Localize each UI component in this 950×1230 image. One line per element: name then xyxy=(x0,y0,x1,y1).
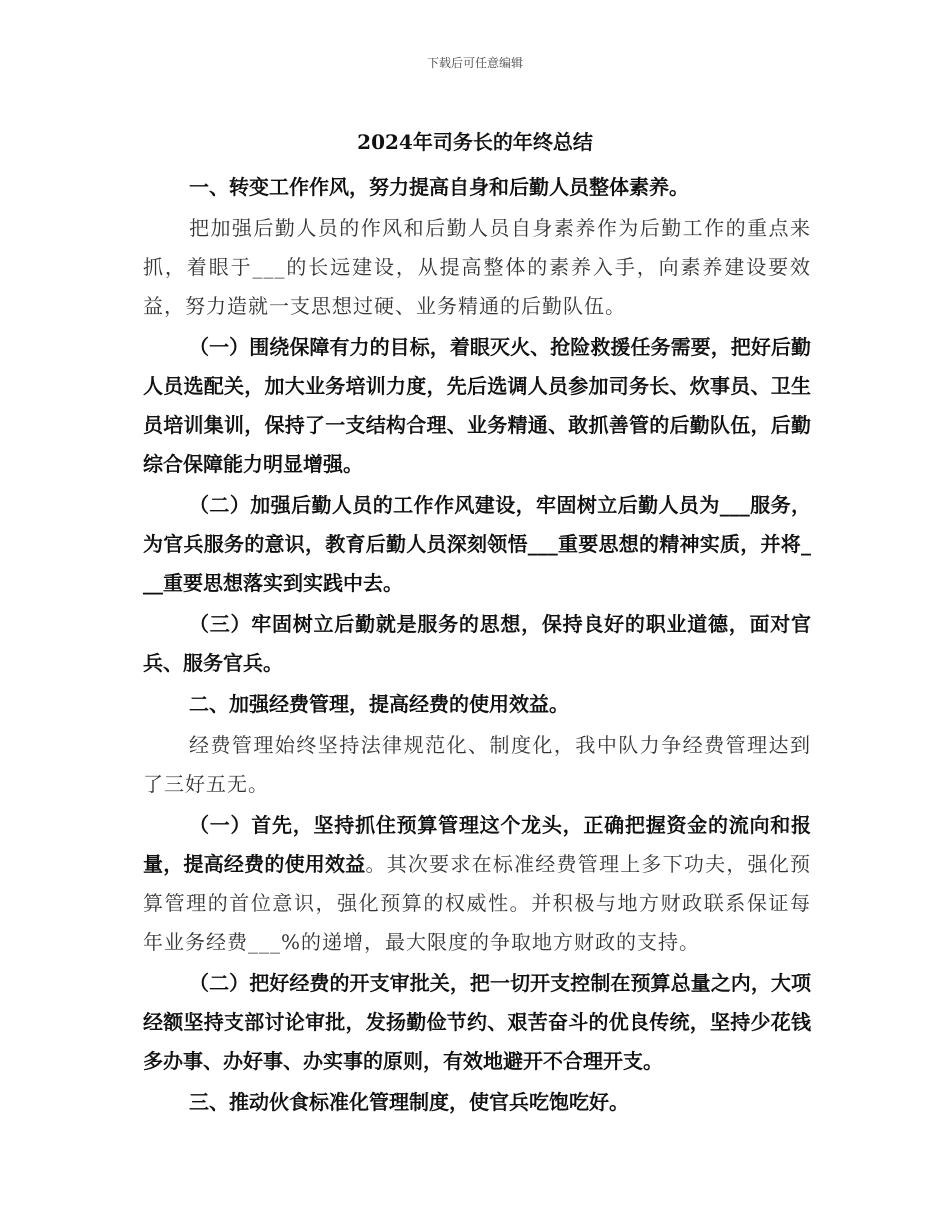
document-title: 2024年司务长的年终总结 xyxy=(357,130,593,154)
paragraph xyxy=(143,685,811,724)
paragraph-bold-text: 二、加强经费管理，提高经费的使用效益。 xyxy=(189,692,569,716)
paragraph-text: 。其次要求在标准经费管理上多下功夫，强化预算管理的首位意识，强化预算的权威性。并积极与地方财政联系保证每年业务经费___%的递增，最大限度的争取地方财政的支持。 xyxy=(143,852,812,954)
paragraph xyxy=(143,328,811,484)
paragraph xyxy=(143,726,811,804)
paragraph xyxy=(143,209,811,326)
paragraph-text: 经费管理始终坚持法律规范化、制度化，我中队力争经费管理达到了三好五无。 xyxy=(143,733,811,796)
document-body xyxy=(143,168,811,1124)
paragraph-bold-text: （二）加强后勤人员的工作作风建设，牢固树立后勤人员为___服务，为官兵服务的意识，教育后勤人员深刻领悟___重要思想的精神实质，并将___重要思想落实到实践中去。 xyxy=(143,493,811,595)
paragraph xyxy=(143,1083,811,1122)
paragraph xyxy=(143,168,811,207)
paragraph-bold-text: （一）围绕保障有力的目标，着眼灭火、抢险救援任务需要，把好后勤人员选配关，加大业务培训力度，先后选调人员参加司务长、炊事员、卫生员培训集训，保持了一支结构合理、业务精通、敢抓善管的后勤队伍，后勤综合保障能力明显增强。 xyxy=(143,335,811,476)
paragraph xyxy=(143,964,811,1081)
paragraph xyxy=(143,486,811,603)
paragraph xyxy=(143,806,811,962)
paragraph xyxy=(143,605,811,683)
page-header: 下载后可任意编辑 xyxy=(426,56,523,70)
paragraph-bold-text: （三）牢固树立后勤就是服务的思想，保持良好的职业道德，面对官兵、服务官兵。 xyxy=(143,612,811,675)
paragraph-bold-text: （一）首先，坚持抓住预算管理这个龙头，正确把握资金的流向和报量，提高经费的使用效益 xyxy=(143,813,811,876)
paragraph-text: 把加强后勤人员的作风和后勤人员自身素养作为后勤工作的重点来抓，着眼于___的长远建设，从提高整体的素养入手，向素养建设要效益，努力造就一支思想过硬、业务精通的后勤队伍。 xyxy=(143,216,811,318)
paragraph-bold-text: 一、转变工作作风，努力提高自身和后勤人员整体素养。 xyxy=(189,175,689,199)
paragraph-bold-text: （二）把好经费的开支审批关，把一切开支控制在预算总量之内，大项经额坚持支部讨论审批，发扬勤俭节约、艰苦奋斗的优良传统，坚持少花钱多办事、办好事、办实事的原则，有效地避开不合理开支。 xyxy=(143,971,811,1073)
paragraph-bold-text: 三、推动伙食标准化管理制度，使官兵吃饱吃好。 xyxy=(189,1090,629,1114)
